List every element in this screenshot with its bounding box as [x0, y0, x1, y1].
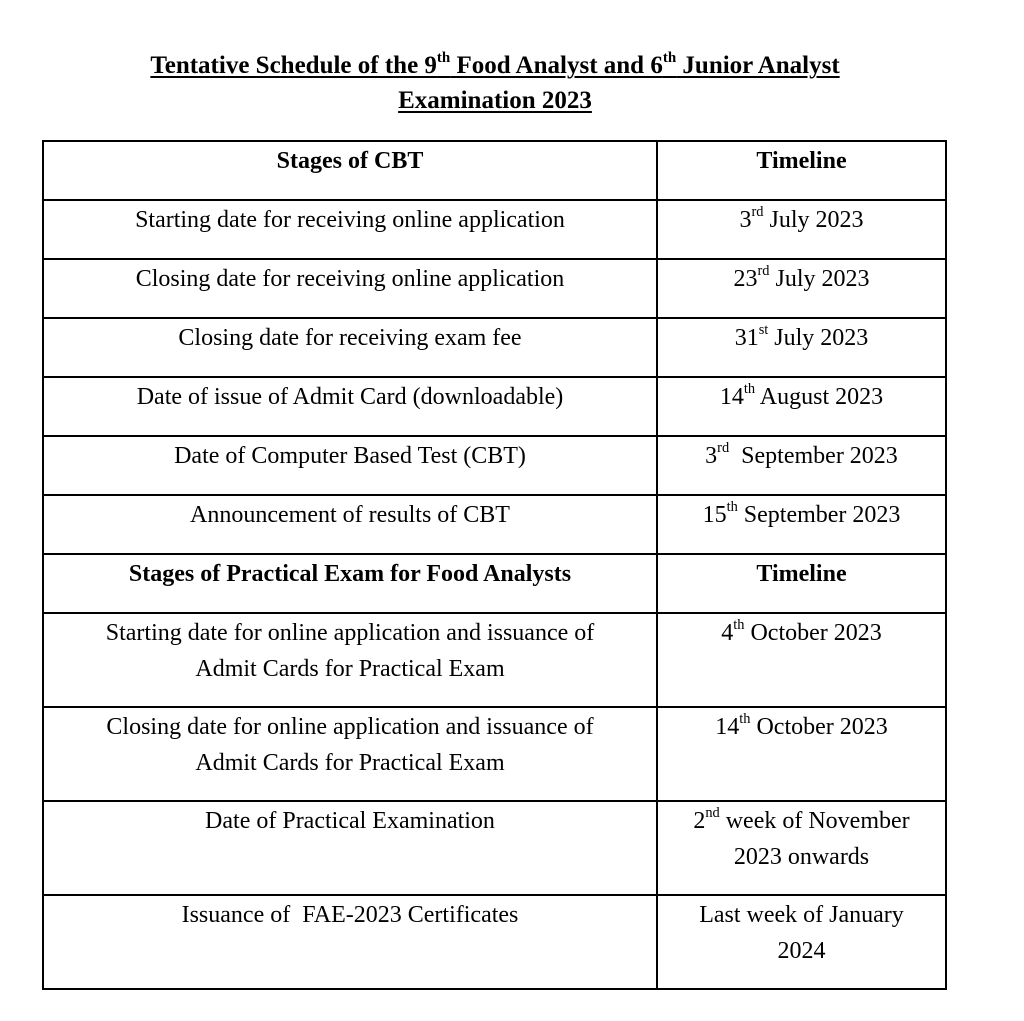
- practical-header-row: [43, 554, 946, 613]
- table-row: [43, 495, 946, 554]
- table-row: [43, 200, 946, 259]
- timeline-cell: 2nd week of November 2023 onwards: [657, 801, 946, 895]
- timeline-cell: 15th September 2023: [657, 495, 946, 554]
- stage-cell: Closing date for online application and issuance of Admit Cards for Practical Exam: [43, 707, 657, 801]
- title-line-2: Examination 2023: [398, 87, 592, 114]
- timeline-cell: 14th August 2023: [657, 377, 946, 436]
- stage-cell: Announcement of results of CBT: [43, 495, 657, 554]
- timeline-cell: 31st July 2023: [657, 318, 946, 377]
- stage-cell: Starting date for receiving online application: [43, 200, 657, 259]
- stage-cell: Starting date for online application and issuance of Admit Cards for Practical Exam: [43, 613, 657, 707]
- cbt-stage-header: Stages of CBT: [43, 141, 657, 200]
- timeline-cell: 3rd September 2023: [657, 436, 946, 495]
- timeline-cell: 23rd July 2023: [657, 259, 946, 318]
- practical-timeline-header: Timeline: [657, 554, 946, 613]
- timeline-cell: 3rd July 2023: [657, 200, 946, 259]
- title-line-1: Tentative Schedule of the 9th Food Analyst and 6th Junior Analyst: [150, 49, 840, 79]
- schedule-table: [42, 140, 947, 990]
- table-row: [43, 259, 946, 318]
- document-title: [0, 48, 990, 118]
- table-row: [43, 707, 946, 801]
- timeline-cell: Last week of January 2024: [657, 895, 946, 989]
- table-row: [43, 895, 946, 989]
- table-row: [43, 318, 946, 377]
- table-row: [43, 436, 946, 495]
- table-row: [43, 613, 946, 707]
- practical-stage-header: Stages of Practical Exam for Food Analysts: [43, 554, 657, 613]
- table-row: [43, 801, 946, 895]
- stage-cell: Issuance of FAE-2023 Certificates: [43, 895, 657, 989]
- stage-cell: Closing date for receiving exam fee: [43, 318, 657, 377]
- stage-cell: Date of Practical Examination: [43, 801, 657, 895]
- timeline-cell: 4th October 2023: [657, 613, 946, 707]
- timeline-cell: 14th October 2023: [657, 707, 946, 801]
- cbt-timeline-header: Timeline: [657, 141, 946, 200]
- stage-cell: Date of Computer Based Test (CBT): [43, 436, 657, 495]
- table-row: [43, 377, 946, 436]
- stage-cell: Closing date for receiving online application: [43, 259, 657, 318]
- stage-cell: Date of issue of Admit Card (downloadable): [43, 377, 657, 436]
- cbt-header-row: [43, 141, 946, 200]
